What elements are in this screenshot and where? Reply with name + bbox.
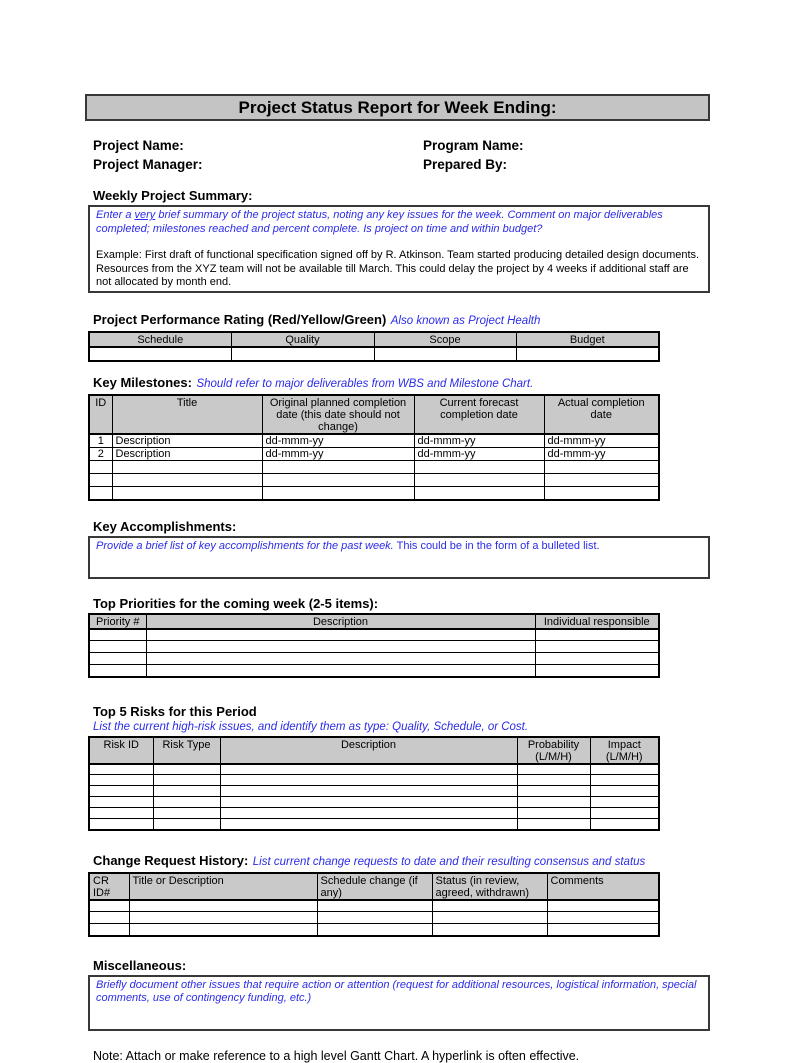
top-priorities-heading: Top Priorities for the coming week (2-5 items): xyxy=(93,595,379,611)
table-row xyxy=(89,448,659,461)
empty-cell[interactable] xyxy=(153,797,220,808)
table-row xyxy=(89,434,659,448)
empty-cell[interactable] xyxy=(153,808,220,819)
table-row xyxy=(89,665,659,677)
table-row xyxy=(89,912,659,924)
empty-cell[interactable] xyxy=(146,665,535,677)
table-row xyxy=(89,764,659,775)
weekly-summary-heading: Weekly Project Summary: xyxy=(93,188,253,203)
table-row xyxy=(89,786,659,797)
miscellaneous-heading: Miscellaneous: xyxy=(93,957,187,973)
change-request-table xyxy=(88,872,660,937)
key-milestones-table xyxy=(88,394,660,501)
empty-cell[interactable] xyxy=(432,900,547,912)
column-header: Scope xyxy=(374,332,516,347)
empty-cell[interactable] xyxy=(590,808,659,819)
top-risks-heading: Top 5 Risks for this Period xyxy=(93,703,257,719)
column-header: Priority # xyxy=(89,614,146,629)
empty-cell[interactable] xyxy=(262,487,414,500)
empty-cell[interactable] xyxy=(153,764,220,775)
column-header: Title xyxy=(112,395,262,434)
empty-cell[interactable] xyxy=(414,487,544,500)
empty-cell[interactable] xyxy=(432,924,547,936)
column-header: Original planned completion date (this date should not change) xyxy=(262,395,414,434)
empty-cell[interactable] xyxy=(262,461,414,474)
empty-cell[interactable] xyxy=(220,797,517,808)
empty-cell[interactable] xyxy=(89,912,129,924)
empty-cell[interactable] xyxy=(590,775,659,786)
miscellaneous-section xyxy=(85,958,710,1031)
table-row xyxy=(89,461,659,474)
empty-cell[interactable] xyxy=(89,924,129,936)
milestone-forecast-date-cell[interactable]: dd-mmm-yy xyxy=(414,448,544,461)
key-accomplishments-heading: Key Accomplishments: xyxy=(93,518,237,534)
table-row xyxy=(89,924,659,936)
table-row xyxy=(89,474,659,487)
performance-rating-table xyxy=(88,331,660,362)
empty-cell[interactable] xyxy=(517,819,590,830)
change-request-heading: Change Request History: xyxy=(93,852,249,868)
performance-rating-section xyxy=(85,312,710,362)
rating-cell[interactable] xyxy=(516,347,659,361)
top-risks-table xyxy=(88,736,660,831)
empty-cell[interactable] xyxy=(220,819,517,830)
empty-cell[interactable] xyxy=(432,912,547,924)
empty-cell[interactable] xyxy=(590,819,659,830)
empty-cell[interactable] xyxy=(317,924,432,936)
empty-cell[interactable] xyxy=(517,775,590,786)
milestone-original-date-cell[interactable]: dd-mmm-yy xyxy=(262,448,414,461)
empty-cell[interactable] xyxy=(89,461,112,474)
empty-cell[interactable] xyxy=(544,474,659,487)
milestone-id-cell[interactable]: 2 xyxy=(89,448,112,461)
column-header: Individual responsible xyxy=(535,614,659,629)
empty-cell[interactable] xyxy=(112,474,262,487)
empty-cell[interactable] xyxy=(535,629,659,641)
empty-cell[interactable] xyxy=(146,641,535,653)
empty-cell[interactable] xyxy=(547,912,659,924)
empty-cell[interactable] xyxy=(535,665,659,677)
table-row xyxy=(89,819,659,830)
weekly-summary-section xyxy=(85,188,710,293)
empty-cell[interactable] xyxy=(112,461,262,474)
empty-cell[interactable] xyxy=(220,808,517,819)
milestone-title-cell[interactable]: Description xyxy=(112,434,262,448)
prepared-by-label: Prepared By: xyxy=(423,157,508,172)
weekly-summary-example: Example: First draft of functional specification signed off by R. Atkinson. Team started producing detailed design documents. Resources from the XYZ team will not be available till March. This could delay the project by 4 weeks if additional staff are not allocated by month end. xyxy=(96,249,700,288)
top-risks-note: List the current high-risk issues, and identify them as type: Quality, Schedule, or Cost. xyxy=(93,720,529,733)
empty-cell[interactable] xyxy=(517,797,590,808)
empty-cell[interactable] xyxy=(89,653,146,665)
empty-cell[interactable] xyxy=(89,474,112,487)
empty-cell[interactable] xyxy=(89,808,153,819)
rating-cell[interactable] xyxy=(89,347,231,361)
column-header: Risk Type xyxy=(153,737,220,764)
empty-cell[interactable] xyxy=(590,797,659,808)
key-milestones-heading: Key Milestones: xyxy=(93,375,192,390)
key-accomplishments-instruction: Provide a brief list of key accomplishments for the past week. This could be in the form of a bulleted list. xyxy=(96,539,600,552)
column-header: Quality xyxy=(231,332,374,347)
weekly-summary-instruction: Enter a very brief summary of the project status, noting any key issues for the week. Comment on major deliverables completed; milestones reached and percent complete. Is project on time and within budget? xyxy=(96,209,663,235)
key-accomplishments-box[interactable] xyxy=(88,536,710,579)
milestone-id-cell[interactable]: 1 xyxy=(89,434,112,448)
column-header: Current forecast completion date xyxy=(414,395,544,434)
column-header: Actual completion date xyxy=(544,395,659,434)
report-title: Project Status Report for Week Ending: xyxy=(238,97,557,117)
rating-cell[interactable] xyxy=(374,347,516,361)
underlined-word: very xyxy=(134,209,156,221)
performance-rating-note: Also known as Project Health xyxy=(390,315,541,327)
column-header: ID xyxy=(89,395,112,434)
empty-cell[interactable] xyxy=(89,786,153,797)
table-row xyxy=(89,629,659,641)
empty-cell[interactable] xyxy=(129,900,317,912)
gantt-chart-note: Note: Attach or make reference to a high level Gantt Chart. A hyperlink is often effective. xyxy=(93,1048,580,1063)
table-row xyxy=(89,808,659,819)
column-header: Description xyxy=(220,737,517,764)
empty-cell[interactable] xyxy=(89,819,153,830)
project-name-label: Project Name: xyxy=(93,138,184,153)
project-info xyxy=(93,136,710,174)
empty-cell[interactable] xyxy=(517,786,590,797)
empty-cell[interactable] xyxy=(129,912,317,924)
report-title-bar xyxy=(85,94,710,121)
empty-cell[interactable] xyxy=(544,461,659,474)
empty-cell[interactable] xyxy=(153,775,220,786)
empty-cell[interactable] xyxy=(544,487,659,500)
empty-cell[interactable] xyxy=(220,786,517,797)
empty-cell[interactable] xyxy=(517,808,590,819)
empty-cell[interactable] xyxy=(146,653,535,665)
empty-cell[interactable] xyxy=(89,665,146,677)
performance-rating-heading: Project Performance Rating (Red/Yellow/Green) xyxy=(93,312,387,327)
miscellaneous-instruction: Briefly document other issues that require action or attention (request for additional resources, logistical information, special comments, use of contingency funding, etc.) xyxy=(96,978,697,1004)
change-request-note: List current change requests to date and their resulting consensus and status xyxy=(252,855,646,868)
top-risks-section xyxy=(85,704,710,831)
empty-cell[interactable] xyxy=(535,641,659,653)
column-header: Risk ID xyxy=(89,737,153,764)
column-header: CR ID# xyxy=(89,873,129,900)
miscellaneous-box[interactable] xyxy=(88,975,710,1031)
column-header: Schedule change (if any) xyxy=(317,873,432,900)
table-row xyxy=(89,900,659,912)
weekly-summary-box[interactable] xyxy=(88,205,710,293)
empty-cell[interactable] xyxy=(89,775,153,786)
change-request-section xyxy=(85,853,710,937)
rating-cell[interactable] xyxy=(231,347,374,361)
column-header: Title or Description xyxy=(129,873,317,900)
column-header: Schedule xyxy=(89,332,231,347)
empty-cell[interactable] xyxy=(129,924,317,936)
key-milestones-note: Should refer to major deliverables from WBS and Milestone Chart. xyxy=(196,378,534,390)
milestone-title-cell[interactable]: Description xyxy=(112,448,262,461)
empty-cell[interactable] xyxy=(220,764,517,775)
table-row xyxy=(89,653,659,665)
empty-cell[interactable] xyxy=(220,775,517,786)
table-row xyxy=(89,347,659,361)
top-priorities-table xyxy=(88,613,660,678)
empty-cell[interactable] xyxy=(590,786,659,797)
empty-cell[interactable] xyxy=(153,786,220,797)
column-header: Description xyxy=(146,614,535,629)
table-row xyxy=(89,797,659,808)
column-header: Impact (L/M/H) xyxy=(590,737,659,764)
column-header: Comments xyxy=(547,873,659,900)
milestone-forecast-date-cell[interactable]: dd-mmm-yy xyxy=(414,434,544,448)
table-row xyxy=(89,487,659,500)
milestone-original-date-cell[interactable]: dd-mmm-yy xyxy=(262,434,414,448)
empty-cell[interactable] xyxy=(547,900,659,912)
empty-cell[interactable] xyxy=(89,629,146,641)
column-header: Status (in review, agreed, withdrawn) xyxy=(432,873,547,900)
empty-cell[interactable] xyxy=(89,797,153,808)
empty-cell[interactable] xyxy=(414,474,544,487)
column-header: Probability (L/M/H) xyxy=(517,737,590,764)
empty-cell[interactable] xyxy=(262,474,414,487)
key-milestones-section xyxy=(85,375,710,501)
empty-cell[interactable] xyxy=(89,641,146,653)
empty-cell[interactable] xyxy=(89,900,129,912)
top-priorities-section xyxy=(85,596,710,678)
empty-cell[interactable] xyxy=(112,487,262,500)
empty-cell[interactable] xyxy=(535,653,659,665)
empty-cell[interactable] xyxy=(89,487,112,500)
empty-cell[interactable] xyxy=(517,764,590,775)
empty-cell[interactable] xyxy=(146,629,535,641)
empty-cell[interactable] xyxy=(89,764,153,775)
empty-cell[interactable] xyxy=(317,900,432,912)
project-manager-label: Project Manager: xyxy=(93,157,203,172)
empty-cell[interactable] xyxy=(153,819,220,830)
milestone-actual-date-cell[interactable]: dd-mmm-yy xyxy=(544,448,659,461)
milestone-actual-date-cell[interactable]: dd-mmm-yy xyxy=(544,434,659,448)
table-row xyxy=(89,775,659,786)
program-name-label: Program Name: xyxy=(423,138,524,153)
table-row xyxy=(89,641,659,653)
empty-cell[interactable] xyxy=(317,912,432,924)
column-header: Budget xyxy=(516,332,659,347)
key-accomplishments-section xyxy=(85,519,710,579)
empty-cell[interactable] xyxy=(590,764,659,775)
empty-cell[interactable] xyxy=(414,461,544,474)
empty-cell[interactable] xyxy=(547,924,659,936)
